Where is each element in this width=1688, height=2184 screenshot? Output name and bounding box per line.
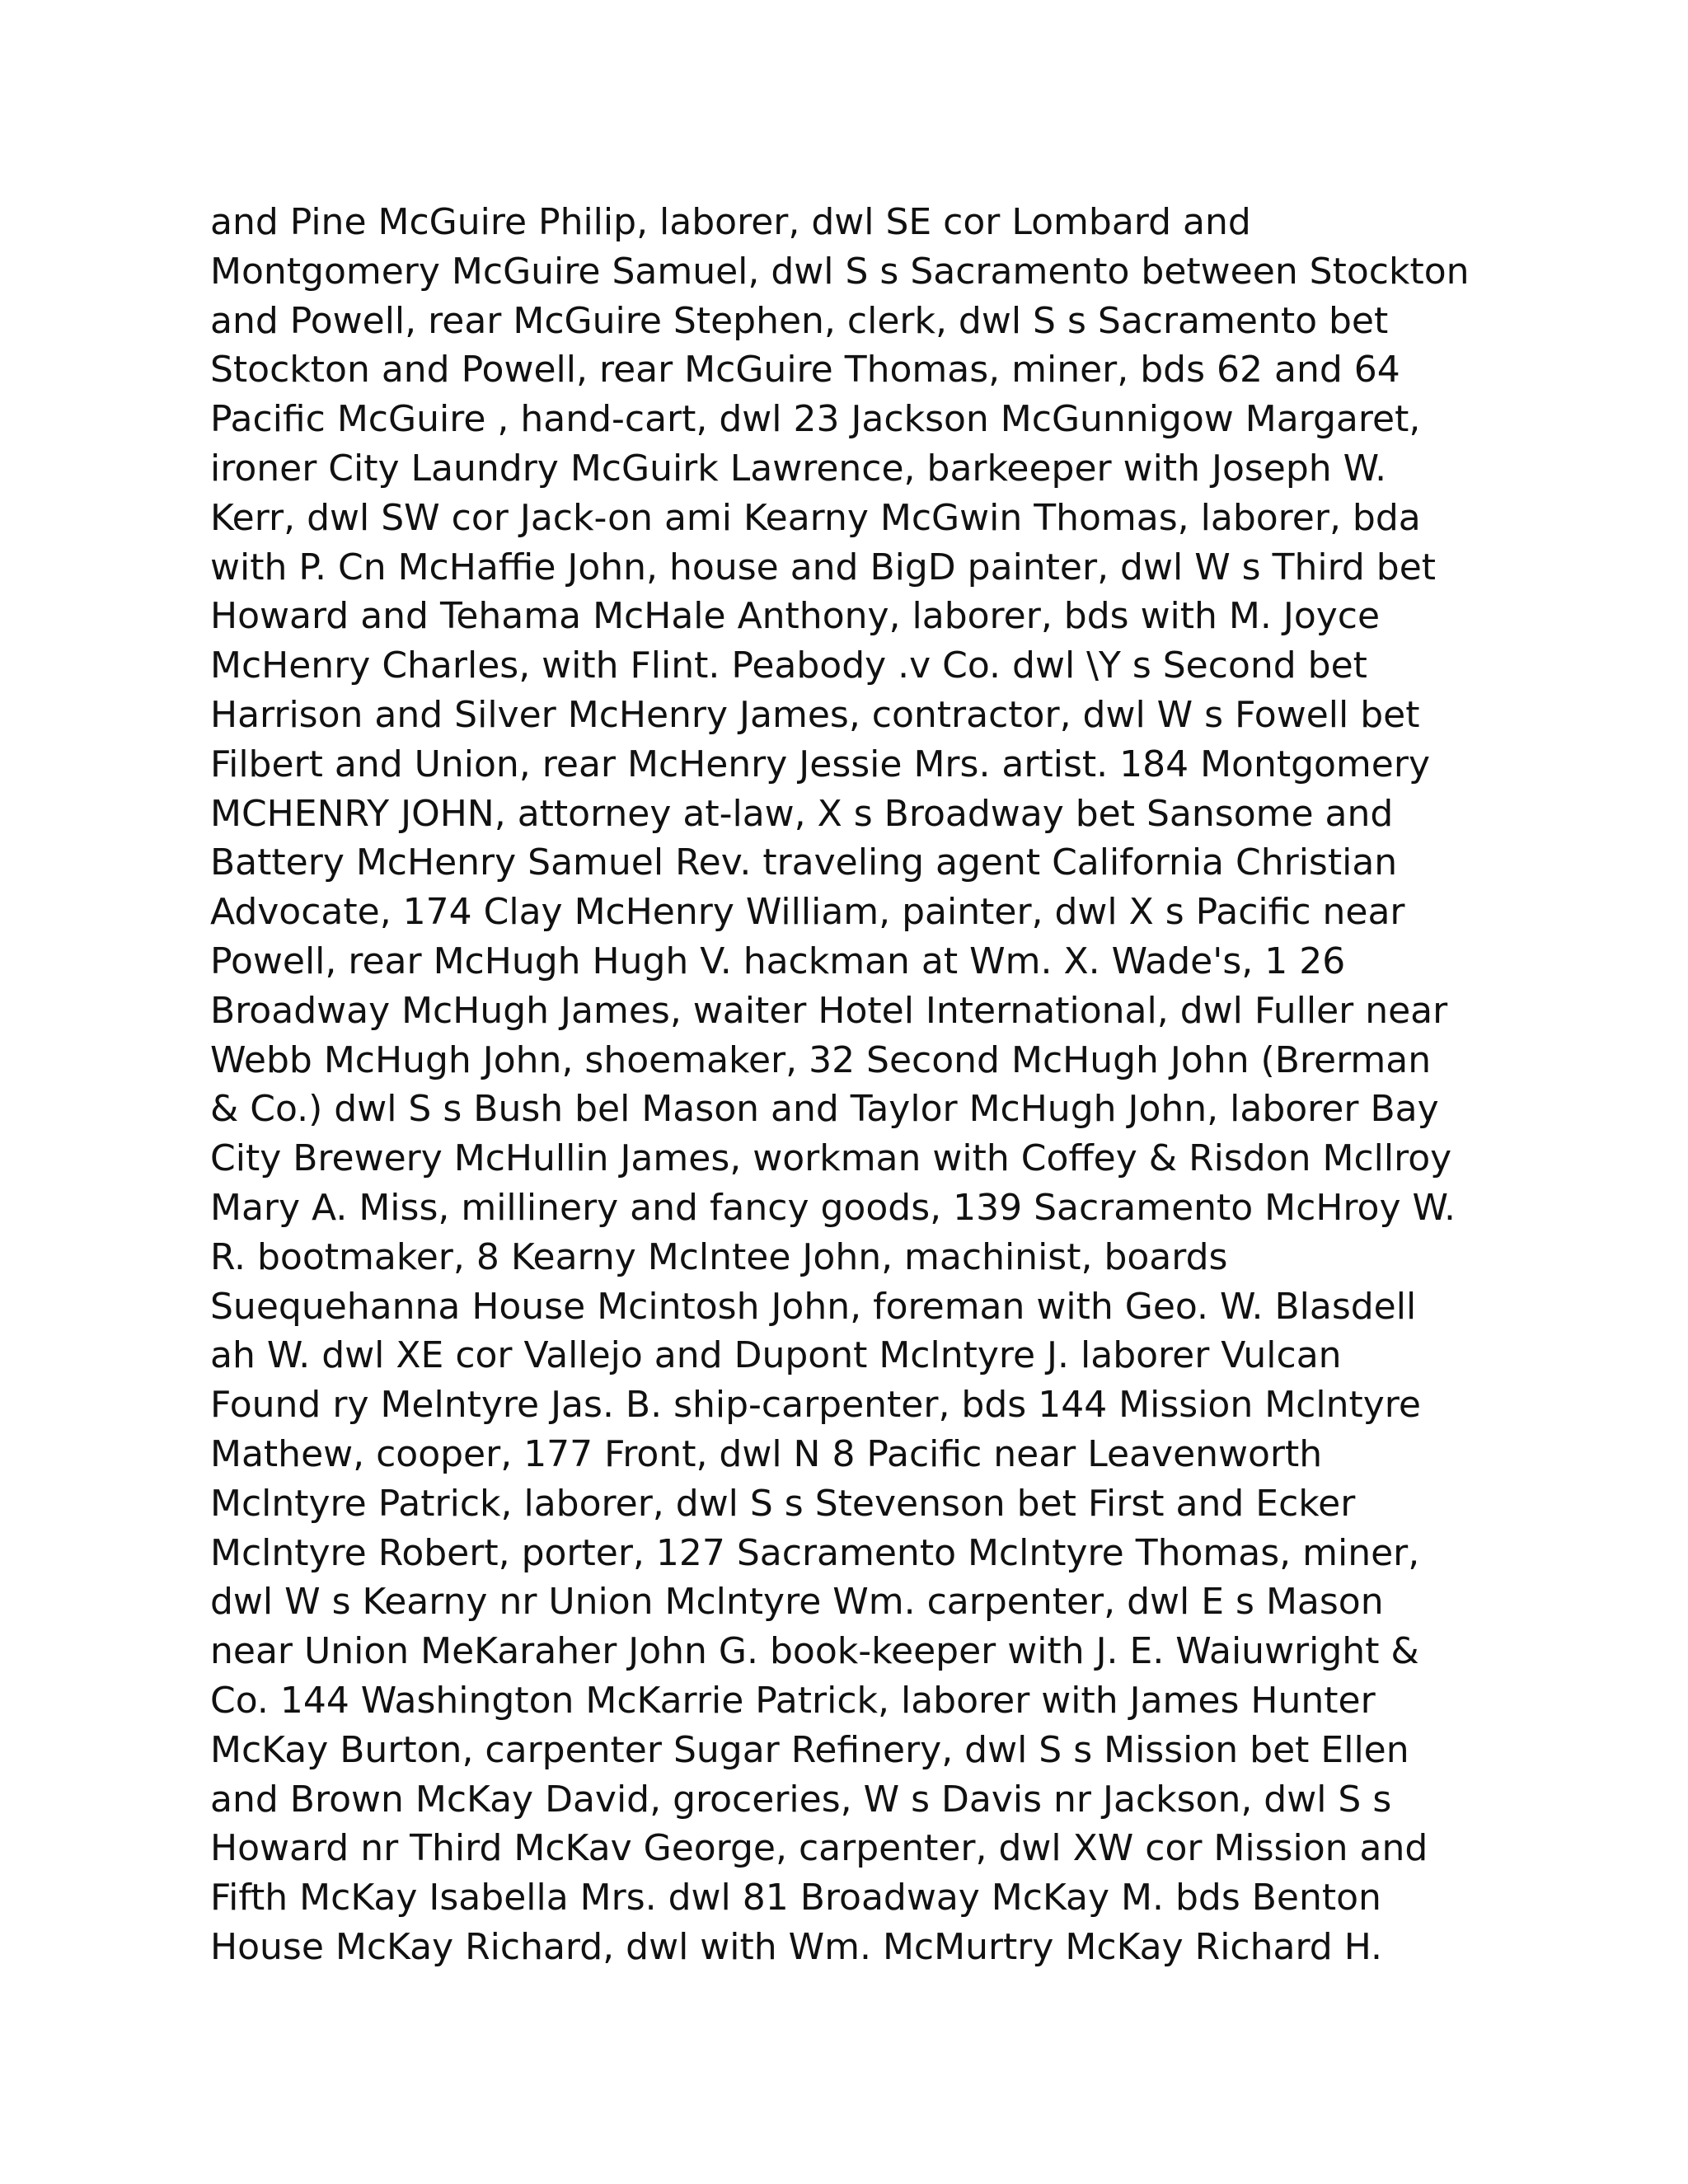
text-line: with P. Cn McHaffie John, house and BigD painter, dwl W s Third bet	[210, 546, 1437, 588]
text-line: Fifth McKay Isabella Mrs. dwl 81 Broadway McKay M. bds Benton	[210, 1877, 1381, 1919]
text-line: Advocate, 174 Clay McHenry William, painter, dwl X s Pacific near	[210, 891, 1405, 934]
text-line: Harrison and Silver McHenry James, contractor, dwl W s Fowell bet	[210, 693, 1420, 736]
text-line: and Brown McKay David, groceries, W s Davis nr Jackson, dwl S s	[210, 1778, 1392, 1821]
text-line: Co. 144 Washington McKarrie Patrick, laborer with James Hunter	[210, 1679, 1376, 1722]
text-line: dwl W s Kearny nr Union Mclntyre Wm. carpenter, dwl E s Mason	[210, 1581, 1384, 1624]
text-line: & Co.) dwl S s Bush bel Mason and Taylor McHugh John, laborer Bay	[210, 1088, 1439, 1131]
directory-text-block	[210, 198, 1496, 1972]
text-line: MCHENRY JOHN, attorney at-law, X s Broadway bet Sansome and	[210, 792, 1394, 835]
text-line: Mclntyre Robert, porter, 127 Sacramento Mclntyre Thomas, miner,	[210, 1531, 1420, 1574]
text-line: Montgomery McGuire Samuel, dwl S s Sacramento between Stockton	[210, 250, 1470, 293]
text-line: Kerr, dwl SW cor Jack-on ami Kearny McGwin Thomas, laborer, bda	[210, 496, 1421, 539]
text-line: Pacific McGuire , hand-cart, dwl 23 Jackson McGunnigow Margaret,	[210, 398, 1421, 441]
text-line: Battery McHenry Samuel Rev. traveling agent California Christian	[210, 841, 1398, 884]
text-line: near Union MeKaraher John G. book-keeper with J. E. Waiuwright &	[210, 1630, 1419, 1673]
text-line: McHenry Charles, with Flint. Peabody .v Co. dwl \Y s Second bet	[210, 644, 1367, 687]
text-line: Found ry Melntyre Jas. B. ship-carpenter, bds 144 Mission Mclntyre	[210, 1384, 1421, 1427]
text-line: and Powell, rear McGuire Stephen, clerk, dwl S s Sacramento bet	[210, 299, 1389, 342]
text-line: R. bootmaker, 8 Kearny Mclntee John, machinist, boards	[210, 1235, 1228, 1278]
text-line: Mathew, cooper, 177 Front, dwl N 8 Pacific near Leavenworth	[210, 1432, 1323, 1475]
text-line: City Brewery McHullin James, workman with Coffey & Risdon Mcllroy	[210, 1137, 1452, 1180]
text-line: ah W. dwl XE cor Vallejo and Dupont Mclntyre J. laborer Vulcan	[210, 1334, 1342, 1377]
text-line: Powell, rear McHugh Hugh V. hackman at Wm. X. Wade's, 1 26	[210, 940, 1346, 982]
text-line: McKay Burton, carpenter Sugar Refinery, dwl S s Mission bet Ellen	[210, 1728, 1409, 1771]
text-line: House McKay Richard, dwl with Wm. McMurtry McKay Richard H.	[210, 1925, 1383, 1968]
text-line: ironer City Laundry McGuirk Lawrence, barkeeper with Joseph W.	[210, 447, 1387, 490]
text-line: Webb McHugh John, shoemaker, 32 Second McHugh John (Brerman	[210, 1038, 1432, 1081]
text-line: Howard and Tehama McHale Anthony, laborer, bds with M. Joyce	[210, 595, 1381, 638]
text-line: Filbert and Union, rear McHenry Jessie Mrs. artist. 184 Montgomery	[210, 743, 1430, 785]
text-line: Suequehanna House Mcintosh John, foreman with Geo. W. Blasdell	[210, 1285, 1417, 1328]
text-line: Stockton and Powell, rear McGuire Thomas, miner, bds 62 and 64	[210, 349, 1400, 391]
text-line: Broadway McHugh James, waiter Hotel International, dwl Fuller near	[210, 989, 1448, 1032]
text-line: Howard nr Third McKav George, carpenter, dwl XW cor Mission and	[210, 1827, 1428, 1870]
text-line: and Pine McGuire Philip, laborer, dwl SE cor Lombard and	[210, 201, 1251, 243]
text-line: Mclntyre Patrick, laborer, dwl S s Stevenson bet First and Ecker	[210, 1482, 1356, 1525]
text-line: Mary A. Miss, millinery and fancy goods, 139 Sacramento McHroy W.	[210, 1186, 1456, 1229]
